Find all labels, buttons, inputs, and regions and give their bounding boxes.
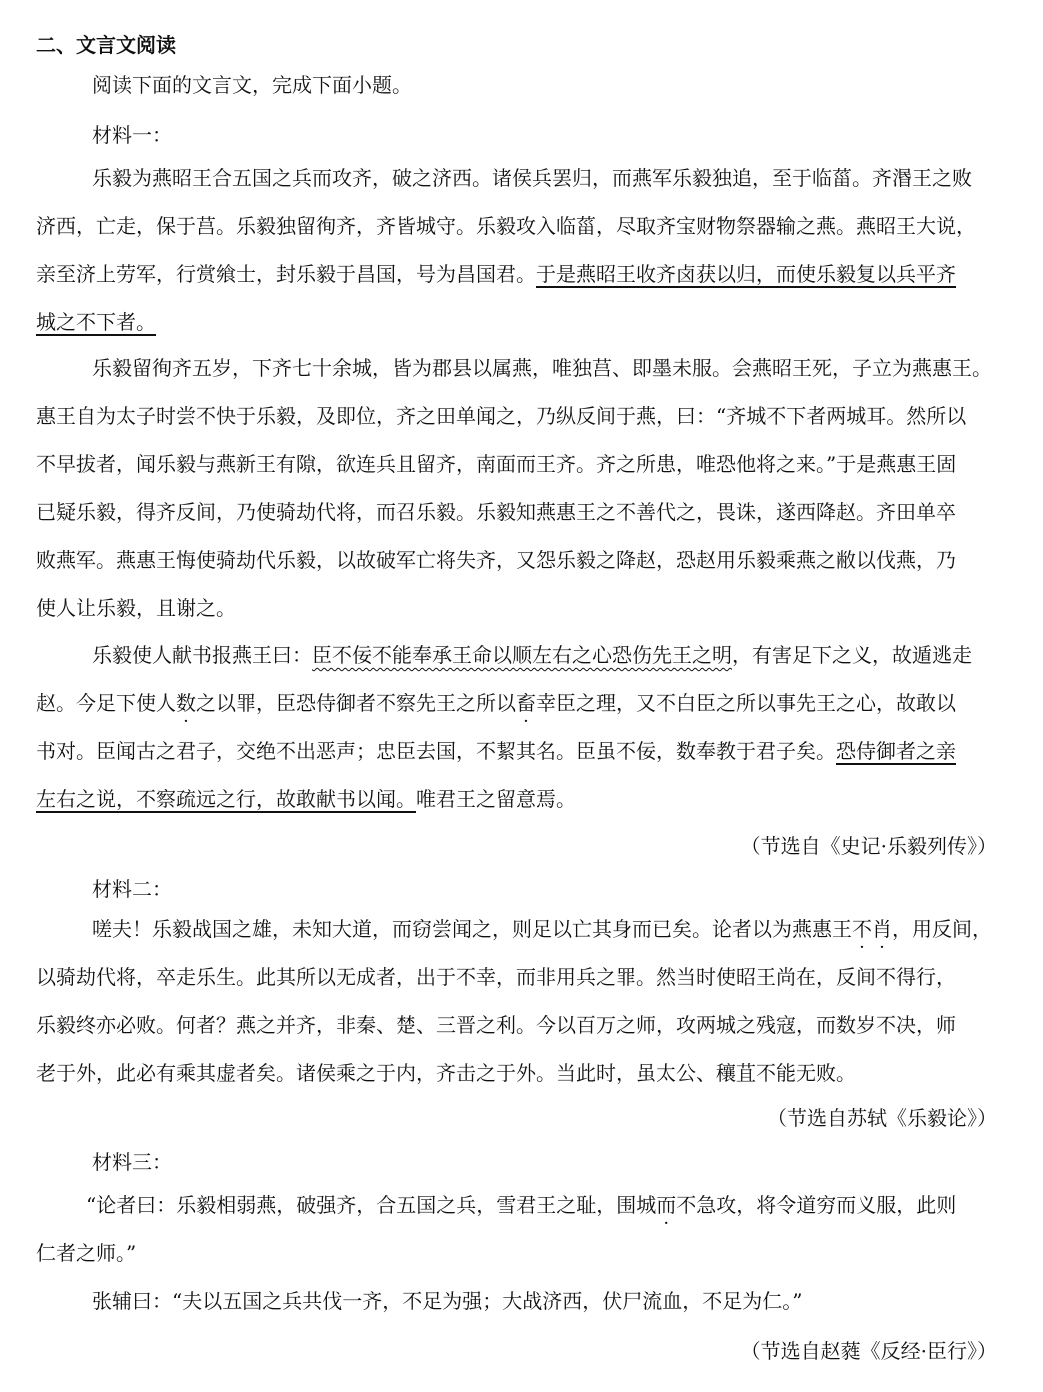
instruction-text: 阅读下面的文言文，完成下面小题。	[92, 73, 412, 97]
m1-p2-line4: 已疑乐毅，得齐反间，乃使骑劫代将，而召乐毅。乐毅知燕惠王之不善代之，畏诛，遂西降赵。齐田单卒	[36, 500, 956, 524]
wavy-underlined-sentence: 臣不佞不能奉承王命以顺左右之心恐伤先王之明	[312, 643, 732, 667]
m1-p1-line3	[36, 259, 956, 289]
m2-line1-tail: ，用反间，	[892, 917, 992, 941]
underlined-sentence-2-end: 左右之说，不察疏远之行，故敢献书以闻。	[36, 787, 416, 811]
m1-p3-line4	[36, 784, 576, 814]
underlined-sentence-1: 于是燕昭王收齐卤获以归，而使乐毅复以兵平齐	[536, 262, 956, 286]
m1-p3-line3-text: 书对。臣闻古之君子，交绝不出恶声；忠臣去国，不絜其名。臣虽不佞，数奉教于君子矣。	[36, 739, 836, 763]
dotted-char-er: 而	[656, 1193, 677, 1217]
m3-line1	[86, 1190, 956, 1220]
material-3-source: （节选自赵蕤《反经·臣行》）	[740, 1339, 997, 1363]
m1-p1-line3-text: 亲至济上劳军，行赏飨士，封乐毅于昌国，号为昌国君。	[36, 262, 536, 286]
underlined-sentence-2: 恐侍御者之亲	[836, 739, 956, 763]
m1-p1-line2: 济西，亡走，保于莒。乐毅独留徇齐，齐皆城守。乐毅攻入临菑，尽取齐宝财物祭器输之燕。燕昭王大说，	[36, 214, 976, 238]
m2-line4: 老于外，此必有乘其虚者矣。诸侯乘之于内，齐击之于外。当此时，虽太公、穰苴不能无败。	[36, 1061, 856, 1085]
m2-line3: 乐毅终亦必败。何者？燕之并齐，非秦、楚、三晋之利。今以百万之师，攻两城之残寇，而数岁不决，师	[36, 1013, 956, 1037]
dotted-char-xu: 畜	[516, 691, 536, 715]
material-2-source: （节选自苏轼《乐毅论》）	[767, 1106, 997, 1130]
m1-p2-line1: 乐毅留徇齐五岁，下齐七十余城，皆为郡县以属燕，唯独莒、即墨未服。会燕昭王死，子立为燕惠王。	[92, 356, 992, 380]
m1-p2-line6: 使人让乐毅，且谢之。	[36, 596, 236, 620]
m2-line2: 以骑劫代将，卒走乐生。此其所以无成者，出于不幸，而非用兵之罪。然当时使昭王尚在，反间不得行，	[36, 965, 956, 989]
m1-p3-line2-text-b: 之以罪，臣恐侍御者不察先王之所以	[196, 691, 516, 715]
material-1-label: 材料一：	[92, 123, 172, 147]
m2-line1	[92, 914, 992, 944]
m1-p1-line4	[36, 307, 156, 337]
material-2-label: 材料二：	[92, 877, 172, 901]
m1-p2-line2: 惠王自为太子时尝不快于乐毅，及即位，齐之田单闻之，乃纵反间于燕，曰：“齐城不下者两城耳。然所以	[36, 404, 967, 428]
m1-p2-line3: 不早拔者，闻乐毅与燕新王有隙，欲连兵且留齐，南面而王齐。齐之所患，唯恐他将之来。”于是燕惠王固	[36, 452, 957, 476]
section-title: 二、文言文阅读	[36, 33, 176, 57]
dotted-char-bu: 不	[852, 917, 872, 941]
dotted-char-xiao: 肖	[872, 917, 892, 941]
m1-p2-line5: 败燕军。燕惠王悔使骑劫代乐毅，以故破军亡将失齐，又怨乐毅之降赵，恐赵用乐毅乘燕之敝以伐燕，乃	[36, 548, 956, 572]
m1-p3-line1	[92, 640, 972, 670]
m1-p3-line2-text-a: 赵。今足下使人	[36, 691, 176, 715]
m1-p3-line1-tail: ，有害足下之义，故遁逃走	[732, 643, 972, 667]
dotted-char-shu: 数	[176, 691, 196, 715]
m1-p3-line2-text-c: 幸臣之理，又不白臣之所以事先王之心，故敢以	[536, 691, 956, 715]
m3-line3: 张辅曰：“夫以五国之兵共伐一齐，不足为强；大战济西，伏尸流血，不足为仁。”	[92, 1289, 803, 1313]
material-1-source: （节选自《史记·乐毅列传》）	[740, 834, 997, 858]
m1-p3-line3	[36, 736, 956, 766]
m1-p3-line2	[36, 688, 956, 718]
m2-line1-text: 嗟夫！乐毅战国之雄，未知大道，而窃尝闻之，则足以亡其身而已矣。论者以为燕惠王	[92, 917, 852, 941]
m3-line1-tail: 不急攻，将令道穷而义服，此则	[676, 1193, 957, 1217]
m3-line2: 仁者之师。”	[36, 1241, 137, 1265]
m3-line1-text: “论者曰：乐毅相弱燕，破强齐，合五国之兵，雪君王之耻，围城	[86, 1193, 657, 1217]
m1-p3-line4-tail: 唯君王之留意焉。	[416, 787, 576, 811]
m1-p3-line1-text: 乐毅使人献书报燕王曰：	[92, 643, 312, 667]
material-3-label: 材料三：	[92, 1150, 172, 1174]
underlined-sentence-1-end: 城之不下者。	[36, 310, 156, 334]
m1-p1-line1: 乐毅为燕昭王合五国之兵而攻齐，破之济西。诸侯兵罢归，而燕军乐毅独追，至于临菑。齐湣王之败	[92, 166, 972, 190]
